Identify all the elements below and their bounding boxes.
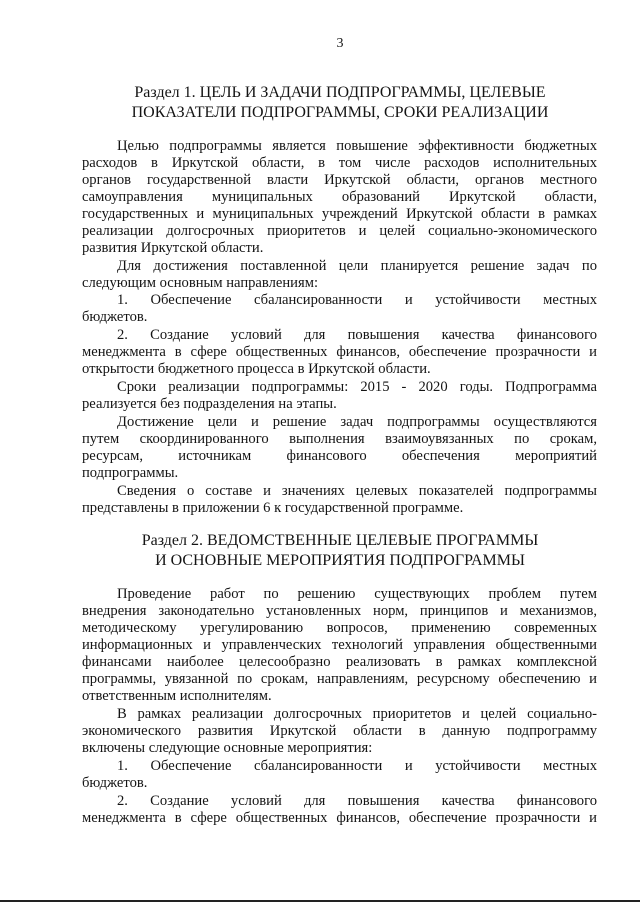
text-line: 1. Обеспечение сбалансированности и устойчивости местных (117, 292, 597, 308)
text-line: Целью подпрограммы является повышение эффективности бюджетных (117, 138, 597, 154)
section-1-heading-line: Раздел 1. ЦЕЛЬ И ЗАДАЧИ ПОДПРОГРАММЫ, ЦЕЛЕВЫЕ (134, 84, 546, 101)
section-2-heading-line: И ОСНОВНЫЕ МЕРОПРИЯТИЯ ПОДПРОГРАММЫ (155, 552, 525, 569)
text-line: внедрения законодательно установленных норм, принципов и механизмов, (82, 603, 597, 619)
text-line: методическому урегулированию вопросов, применению современных (82, 620, 597, 636)
text-line: включены следующие основные мероприятия: (82, 740, 373, 756)
text-line: менеджмента в сфере общественных финансов, обеспечение прозрачности и (82, 810, 597, 826)
text-line: ответственным исполнителям. (82, 688, 272, 704)
text-line: 1. Обеспечение сбалансированности и устойчивости местных (117, 758, 597, 774)
text-line: следующим основным направлениям: (82, 275, 318, 291)
text-line: подпрограммы. (82, 465, 179, 481)
section-2-heading (82, 531, 598, 571)
section-2-heading-line: Раздел 2. ВЕДОМСТВЕННЫЕ ЦЕЛЕВЫЕ ПРОГРАММЫ (141, 532, 539, 549)
text-line: бюджетов. (82, 775, 148, 791)
text-line: бюджетов. (82, 309, 148, 325)
scan-edge-line (0, 900, 640, 902)
text-line: Достижение цели и решение задач подпрограммы осуществляются (117, 414, 597, 430)
text-line: экономического развития Иркутской области в данную подпрограмму (82, 723, 597, 739)
section-1-heading-line: ПОКАЗАТЕЛИ ПОДПРОГРАММЫ, СРОКИ РЕАЛИЗАЦИИ (131, 104, 549, 121)
text-line: Сведения о составе и значениях целевых показателей подпрограммы (117, 483, 597, 499)
text-line: государственных и муниципальных учреждений Иркутской области в рамках (82, 206, 597, 222)
section-1-heading (82, 83, 598, 123)
text-line: информационных и управленческих технологий управления общественными (82, 637, 597, 653)
text-line: представлены в приложении 6 к государственной программе. (82, 500, 464, 516)
text-line: открытости бюджетного процесса в Иркутской области. (82, 361, 431, 377)
text-line: развития Иркутской области. (82, 240, 264, 256)
text-line: реализуется без подразделения на этапы. (82, 396, 337, 412)
text-line: органов государственной власти Иркутской области, органов местного (82, 172, 597, 188)
text-line: Проведение работ по решению существующих проблем путем (117, 586, 597, 602)
text-line: путем скоординированного выполнения взаимоувязанных по срокам, (82, 431, 597, 447)
text-line: 2. Создание условий для повышения качества финансового (117, 793, 597, 809)
text-line: реализации долгосрочных приоритетов и целей социально-экономического (82, 223, 597, 239)
text-line: Сроки реализации подпрограммы: 2015 - 2020 годы. Подпрограмма (117, 379, 597, 395)
text-line: финансами наиболее целесообразно реализовать в рамках комплексной (82, 654, 597, 670)
page-number: 3 (336, 36, 344, 51)
text-line: самоуправления муниципальных образований Иркутской области, (82, 189, 597, 205)
text-line: В рамках реализации долгосрочных приоритетов и целей социально- (117, 706, 597, 722)
text-line: расходов в Иркутской области, в том числе расходов исполнительных (82, 155, 597, 171)
text-line: программы, увязанной по срокам, направлениям, ресурсному обеспечению и (82, 671, 597, 687)
text-line: Для достижения поставленной цели планируется решение задач по (117, 258, 597, 274)
text-line: 2. Создание условий для повышения качества финансового (117, 327, 597, 343)
text-line: ресурсам, источникам финансового обеспечения мероприятий (82, 448, 597, 464)
text-line: менеджмента в сфере общественных финансов, обеспечение прозрачности и (82, 344, 597, 360)
